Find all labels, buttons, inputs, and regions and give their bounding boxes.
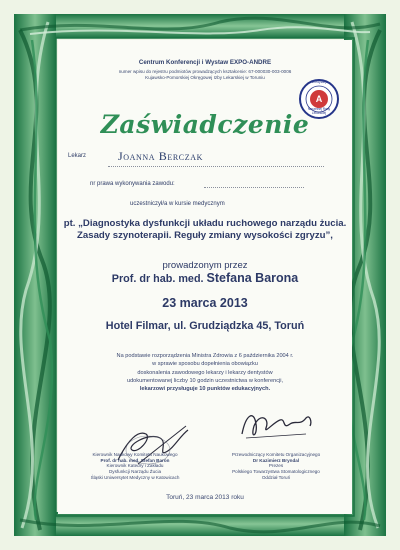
lecturer bbox=[58, 271, 352, 285]
organizer-name: Centrum Konferencji i Wystaw EXPO-ANDRE bbox=[138, 59, 272, 66]
seal-text bbox=[298, 80, 340, 84]
left-signatory bbox=[70, 452, 200, 481]
document-title: Zaświadczenie bbox=[100, 110, 310, 139]
seal-line: Naczelnej Rady bbox=[307, 107, 331, 111]
signatory-line: Oddział Toruń bbox=[261, 474, 291, 480]
license-label: nr prawa wykonywania zawodu: bbox=[90, 181, 175, 187]
name-underline bbox=[108, 166, 324, 167]
course-title bbox=[58, 218, 352, 242]
right-signatory bbox=[214, 452, 338, 481]
registry-info bbox=[76, 69, 334, 81]
license-underline bbox=[204, 187, 304, 188]
legal-basis bbox=[80, 352, 330, 393]
signatory-line: Polskiego Towarzystwa Stomatologicznego bbox=[232, 469, 320, 475]
basis-line: w sprawie sposobu dopełnienia obowiązku bbox=[152, 361, 258, 368]
role-label: Lekarz bbox=[68, 153, 87, 159]
basis-line: udokumentowanej liczby 10 godzin uczestnictwa w konferencji, bbox=[126, 377, 284, 384]
signatory-line: Dysfunkcji Narządu Żucia bbox=[108, 469, 162, 475]
signatory-line: Kierownik Katedry i Zakładu bbox=[106, 463, 164, 469]
course-date: 23 marca 2013 bbox=[162, 296, 248, 310]
course-title-line: pt. „Diagnostyka dysfunkcji układu ruchowego narządu żucia. bbox=[63, 218, 347, 229]
registry-line: Kujawsko-Pomorskiej Okręgowej Izby Lekarskiej w Toruniu bbox=[145, 75, 265, 80]
course-intro: uczestniczył/a w kursie medycznym bbox=[130, 201, 225, 207]
course-title-line: Zasady szynoterapii. Reguły zmiany wysokości zgryzu”, bbox=[77, 230, 333, 241]
seal-line: Akredytacja bbox=[310, 80, 328, 84]
participant-name: Joanna Berczak bbox=[118, 149, 203, 163]
basis-line: doskonalenia zawodowego lekarzy i lekarzy dentystów bbox=[137, 369, 273, 376]
right-signature-icon bbox=[236, 404, 316, 444]
signatory-line: Kierownik Naukowy Komitetu Naukowego bbox=[92, 452, 178, 457]
basis-line: lekarzowi przysługuje 10 punktów edukacyjnych. bbox=[139, 386, 271, 393]
course-venue: Hotel Filmar, ul. Grudziądzka 45, Toruń bbox=[105, 320, 305, 332]
signatory-line: Śląski Uniwersytet Medyczny w Katowicach bbox=[90, 474, 180, 480]
registry-line: numer wpisu do rejestru podmiotów prowadzących kształcenie: 67-000030-003-0006 bbox=[118, 69, 292, 74]
basis-line: Na podstawie rozporządzenia Ministra Zdrowia z 6 października 2004 r. bbox=[116, 353, 294, 359]
svg-text:A: A bbox=[315, 94, 323, 104]
signatory-name: Prof. dr hab. med. Stefan Baron bbox=[100, 457, 170, 463]
led-by-label: prowadzonym przez bbox=[162, 260, 248, 271]
issue-place-date: Toruń, 23 marca 2013 roku bbox=[166, 494, 244, 501]
seal-line: Lekarskiej bbox=[311, 110, 327, 115]
lecturer-name: Stefana Barona bbox=[206, 271, 299, 285]
signatory-line: Prezes bbox=[268, 463, 284, 469]
lecturer-title: Prof. dr hab. med. bbox=[111, 273, 204, 285]
signatory-line: Przewodniczący Komitetu Organizacyjnego bbox=[231, 452, 321, 457]
signatory-name: Dr Kazimierz Bryndal bbox=[252, 457, 300, 463]
